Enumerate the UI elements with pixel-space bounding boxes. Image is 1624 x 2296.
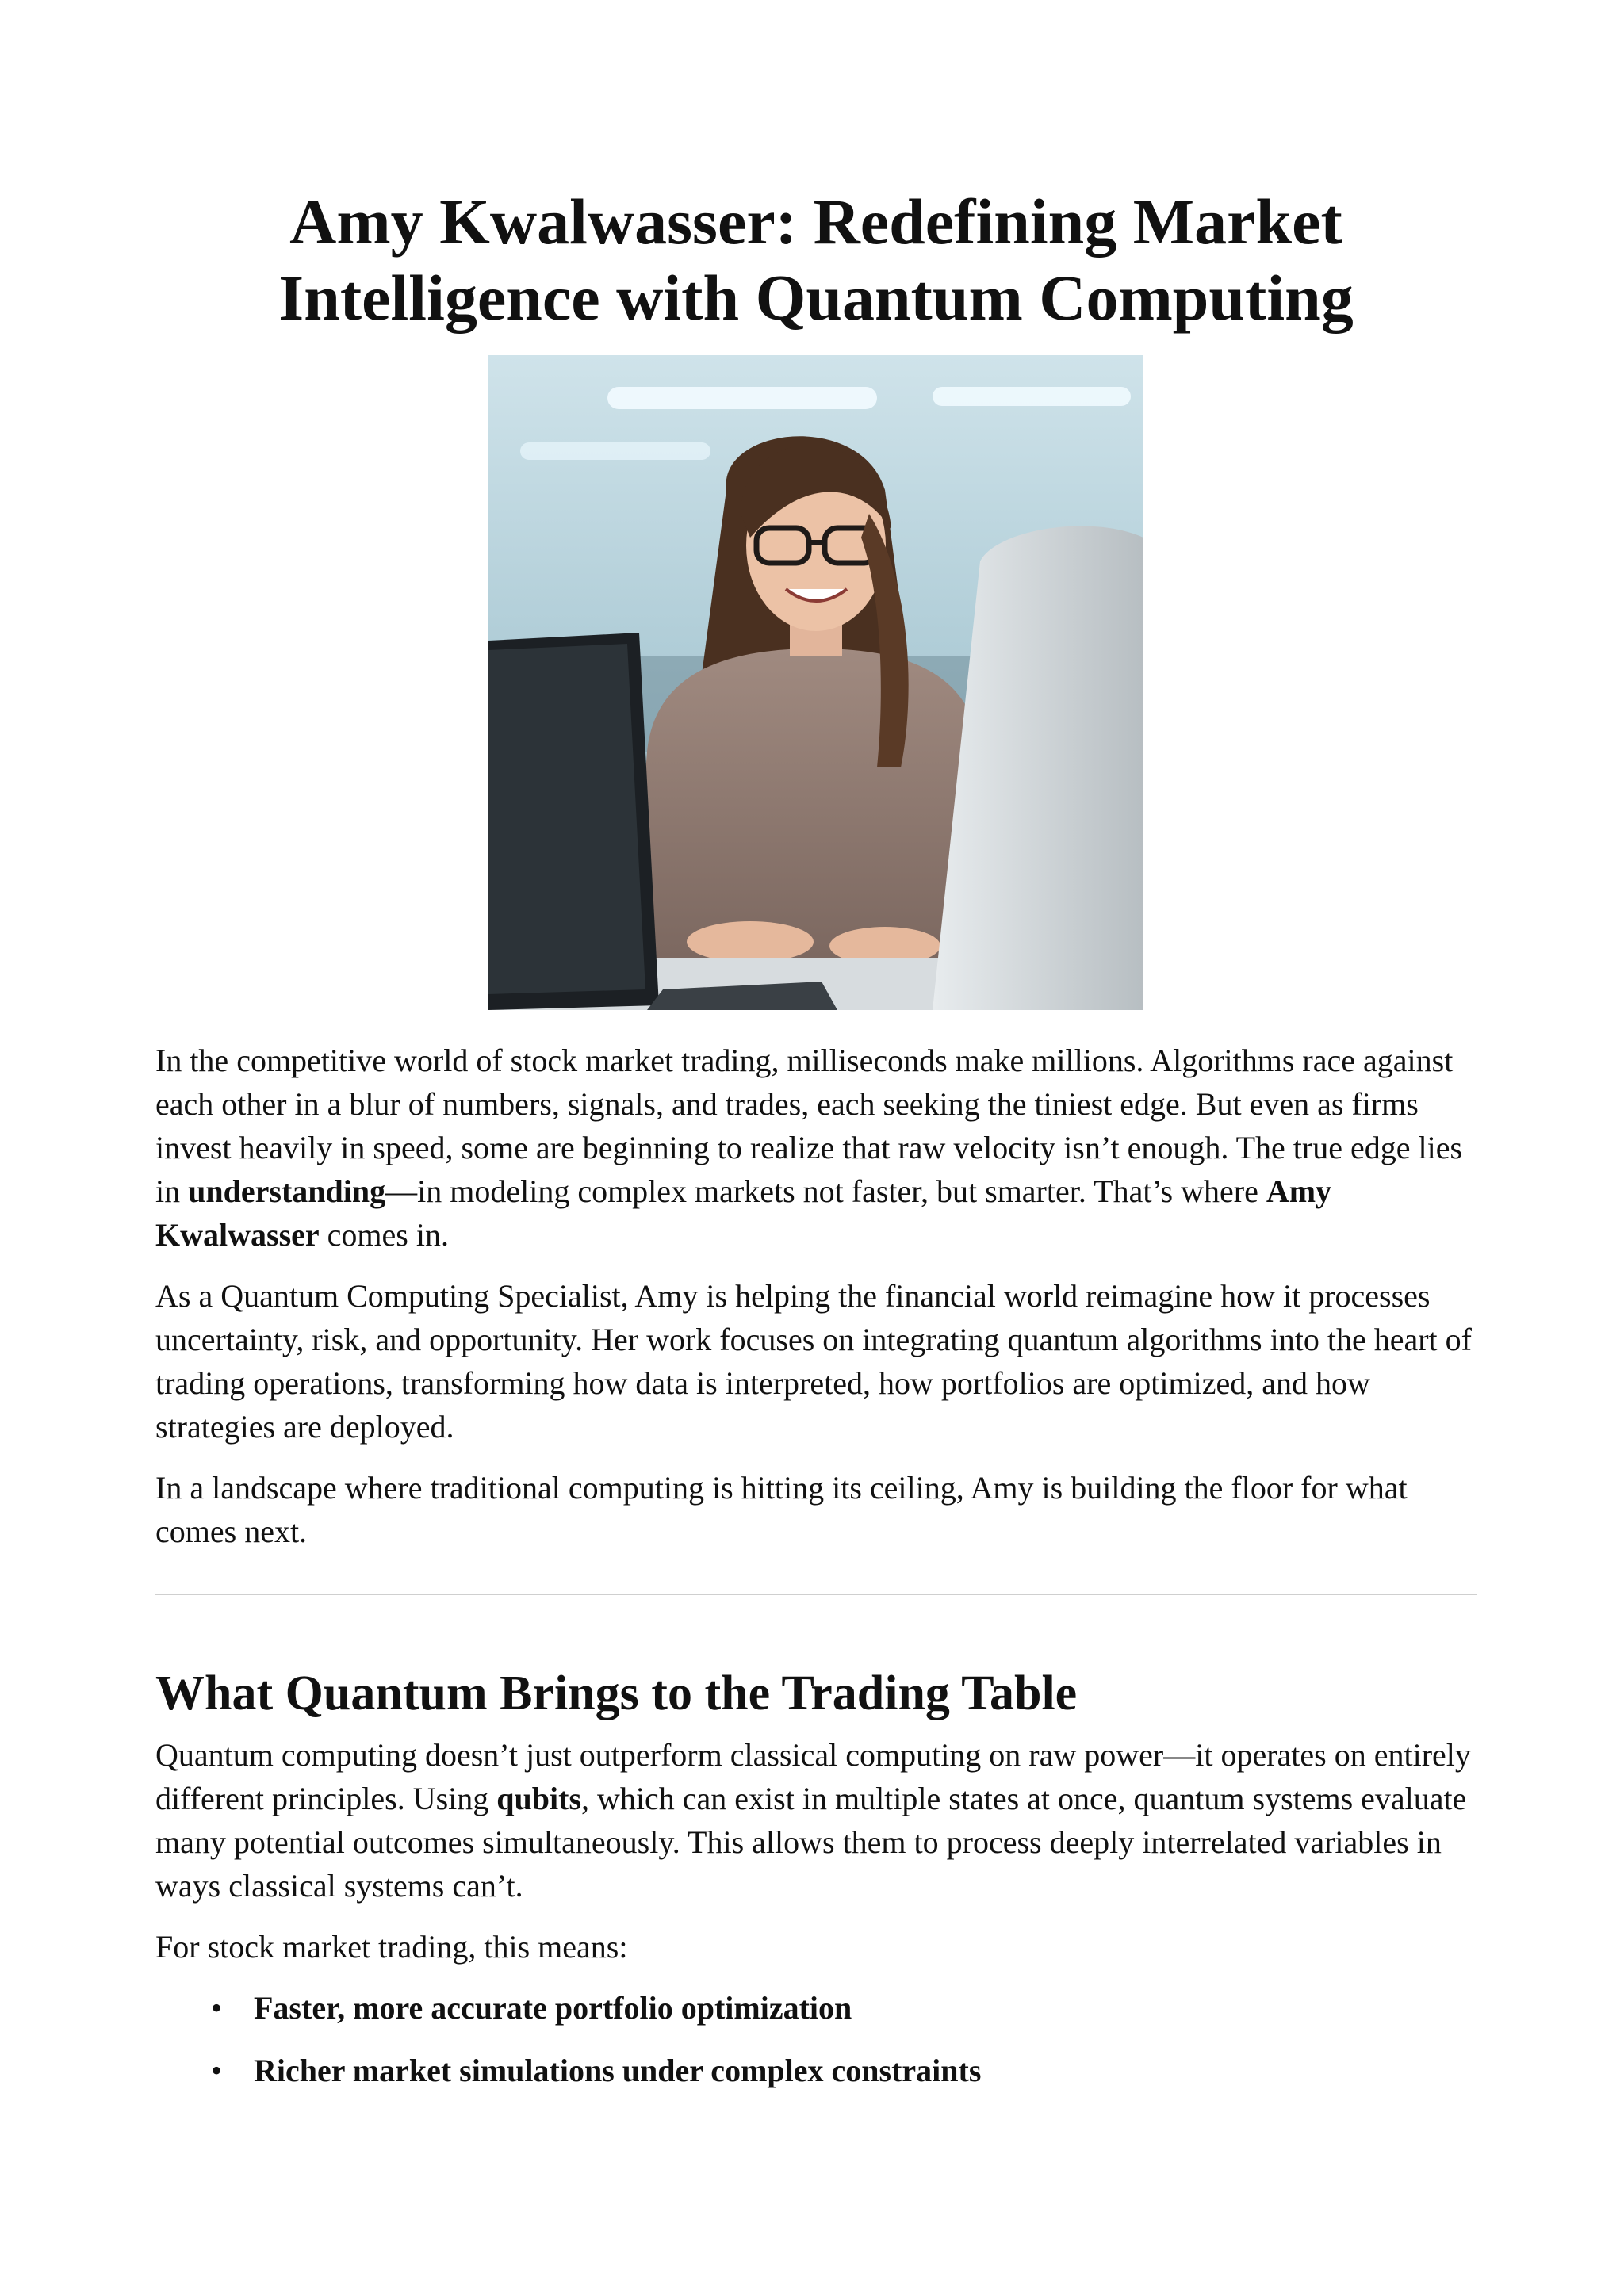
intro-paragraph-1: In the competitive world of stock market trading, milliseconds make millions. Algorithms race against each other in a blur of numbers, signals, and trades, each seeking the tiniest edge. But even as firms invest heavily in speed, some are beginning to realize that raw velocity isn’t enough. The true edge lies in understanding—in modeling complex markets not faster, but smarter. That’s where Amy Kwalwasser comes in.: [155, 1043, 1463, 1253]
section-paragraph-2: For stock market trading, this means:: [155, 1929, 628, 1965]
article-title: Amy Kwalwasser: Redefining Market Intelligence with Quantum Computing: [278, 186, 1354, 334]
hero-portrait-image: [488, 355, 1143, 1010]
emphasis-qubits: qubits: [496, 1781, 582, 1816]
section-paragraph-1: Quantum computing doesn’t just outperform classical computing on raw power—it operates on entirely different principles. Using qubits, which can exist in multiple states at once, quantum systems evaluate many potential outcomes simultaneously. This allows them to process deeply interrelated variables in ways classical systems can’t.: [155, 1737, 1471, 1904]
section-heading: What Quantum Brings to the Trading Table: [155, 1667, 1078, 1720]
section-divider: [155, 1594, 1477, 1595]
bullet-icon: •: [211, 1990, 223, 2026]
section-body: [155, 1733, 1477, 2111]
bullet-icon: •: [211, 2053, 223, 2088]
intro-paragraph-3: In a landscape where traditional computing is hitting its ceiling, Amy is building the floor for what comes next.: [155, 1470, 1408, 1549]
list-item: • Faster, more accurate portfolio optimization: [155, 1986, 1477, 2030]
intro-paragraph-2: As a Quantum Computing Specialist, Amy is helping the financial world reimagine how it processes uncertainty, risk, and opportunity. Her work focuses on integrating quantum algorithms into the heart of trading operations, transforming how data is interpreted, how portfolios are optimized, and how strategies are deployed.: [155, 1278, 1472, 1445]
list-item: • Richer market simulations under complex constraints: [155, 2049, 1477, 2092]
intro-section: [155, 1039, 1477, 1571]
emphasis-understanding: understanding: [188, 1173, 386, 1209]
emphasis-name: Amy Kwalwasser: [155, 1173, 1332, 1253]
bullet-list: [155, 1986, 1477, 2092]
